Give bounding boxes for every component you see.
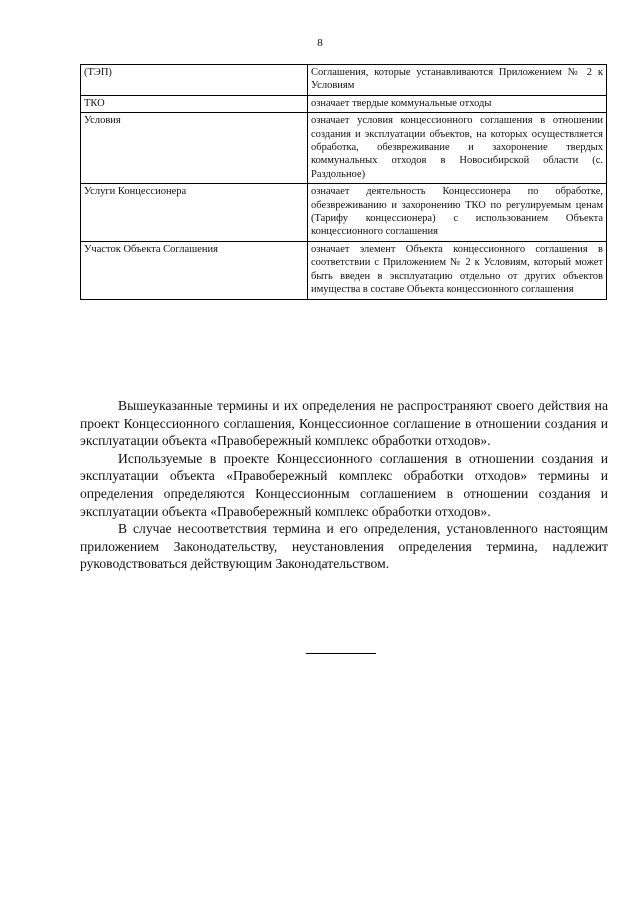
table-row xyxy=(81,184,607,242)
body-text xyxy=(80,397,608,573)
table-row xyxy=(81,113,607,184)
term-cell: Условия xyxy=(81,113,308,184)
definition-cell: Соглашения, которые устанавливаются Приложением № 2 к Условиям xyxy=(308,65,607,96)
definition-cell: означает условия концессионного соглашения в отношении создания и эксплуатации объектов, на которых осуществляется обработка, обезвреживание и захоронение твердых коммунальных отходов в Новосибирской области (с. Раздольное) xyxy=(308,113,607,184)
term-cell: Услуги Концессионера xyxy=(81,184,308,242)
paragraph: Используемые в проекте Концессионного соглашения в отношении создания и эксплуатации объекта «Правобережный комплекс обработки отходов» термины и определения определяются Концессионным соглашением в отношении создания и эксплуатации объекта «Правобережный комплекс обработки отходов». xyxy=(80,450,608,519)
term-cell: ТКО xyxy=(81,95,308,112)
term-cell: Участок Объекта Соглашения xyxy=(81,241,308,299)
paragraph: В случае несоответствия термина и его определения, установленного настоящим приложением Законодательству, неустановления определения термина, надлежит руководствоваться действующим Законодательством. xyxy=(80,521,608,572)
table-row xyxy=(81,65,607,96)
separator-line xyxy=(306,653,376,654)
definition-cell: означает твердые коммунальные отходы xyxy=(308,95,607,112)
terms-table xyxy=(80,64,607,300)
table-row xyxy=(81,241,607,299)
paragraph: Вышеуказанные термины и их определения не распространяют своего действия на проект Концессионного соглашения, Концессионное соглашение в отношении создания и эксплуатации объекта «Правобережный комплекс обработки отходов». xyxy=(80,398,608,449)
definition-cell: означает деятельность Концессионера по обработке, обезвреживанию и захоронению ТКО по регулируемым ценам (Тарифу концессионера) с использованием Объекта концессионного соглашения xyxy=(308,184,607,242)
table-row xyxy=(81,95,607,112)
term-cell: (ТЭП) xyxy=(81,65,308,96)
page-number: 8 xyxy=(317,37,323,49)
definition-cell: означает элемент Объекта концессионного соглашения в соответствии с Приложением № 2 к Условиям, который может быть введен в эксплуатацию отдельно от других объектов имущества в составе Объекта концессионного соглашения xyxy=(308,241,607,299)
